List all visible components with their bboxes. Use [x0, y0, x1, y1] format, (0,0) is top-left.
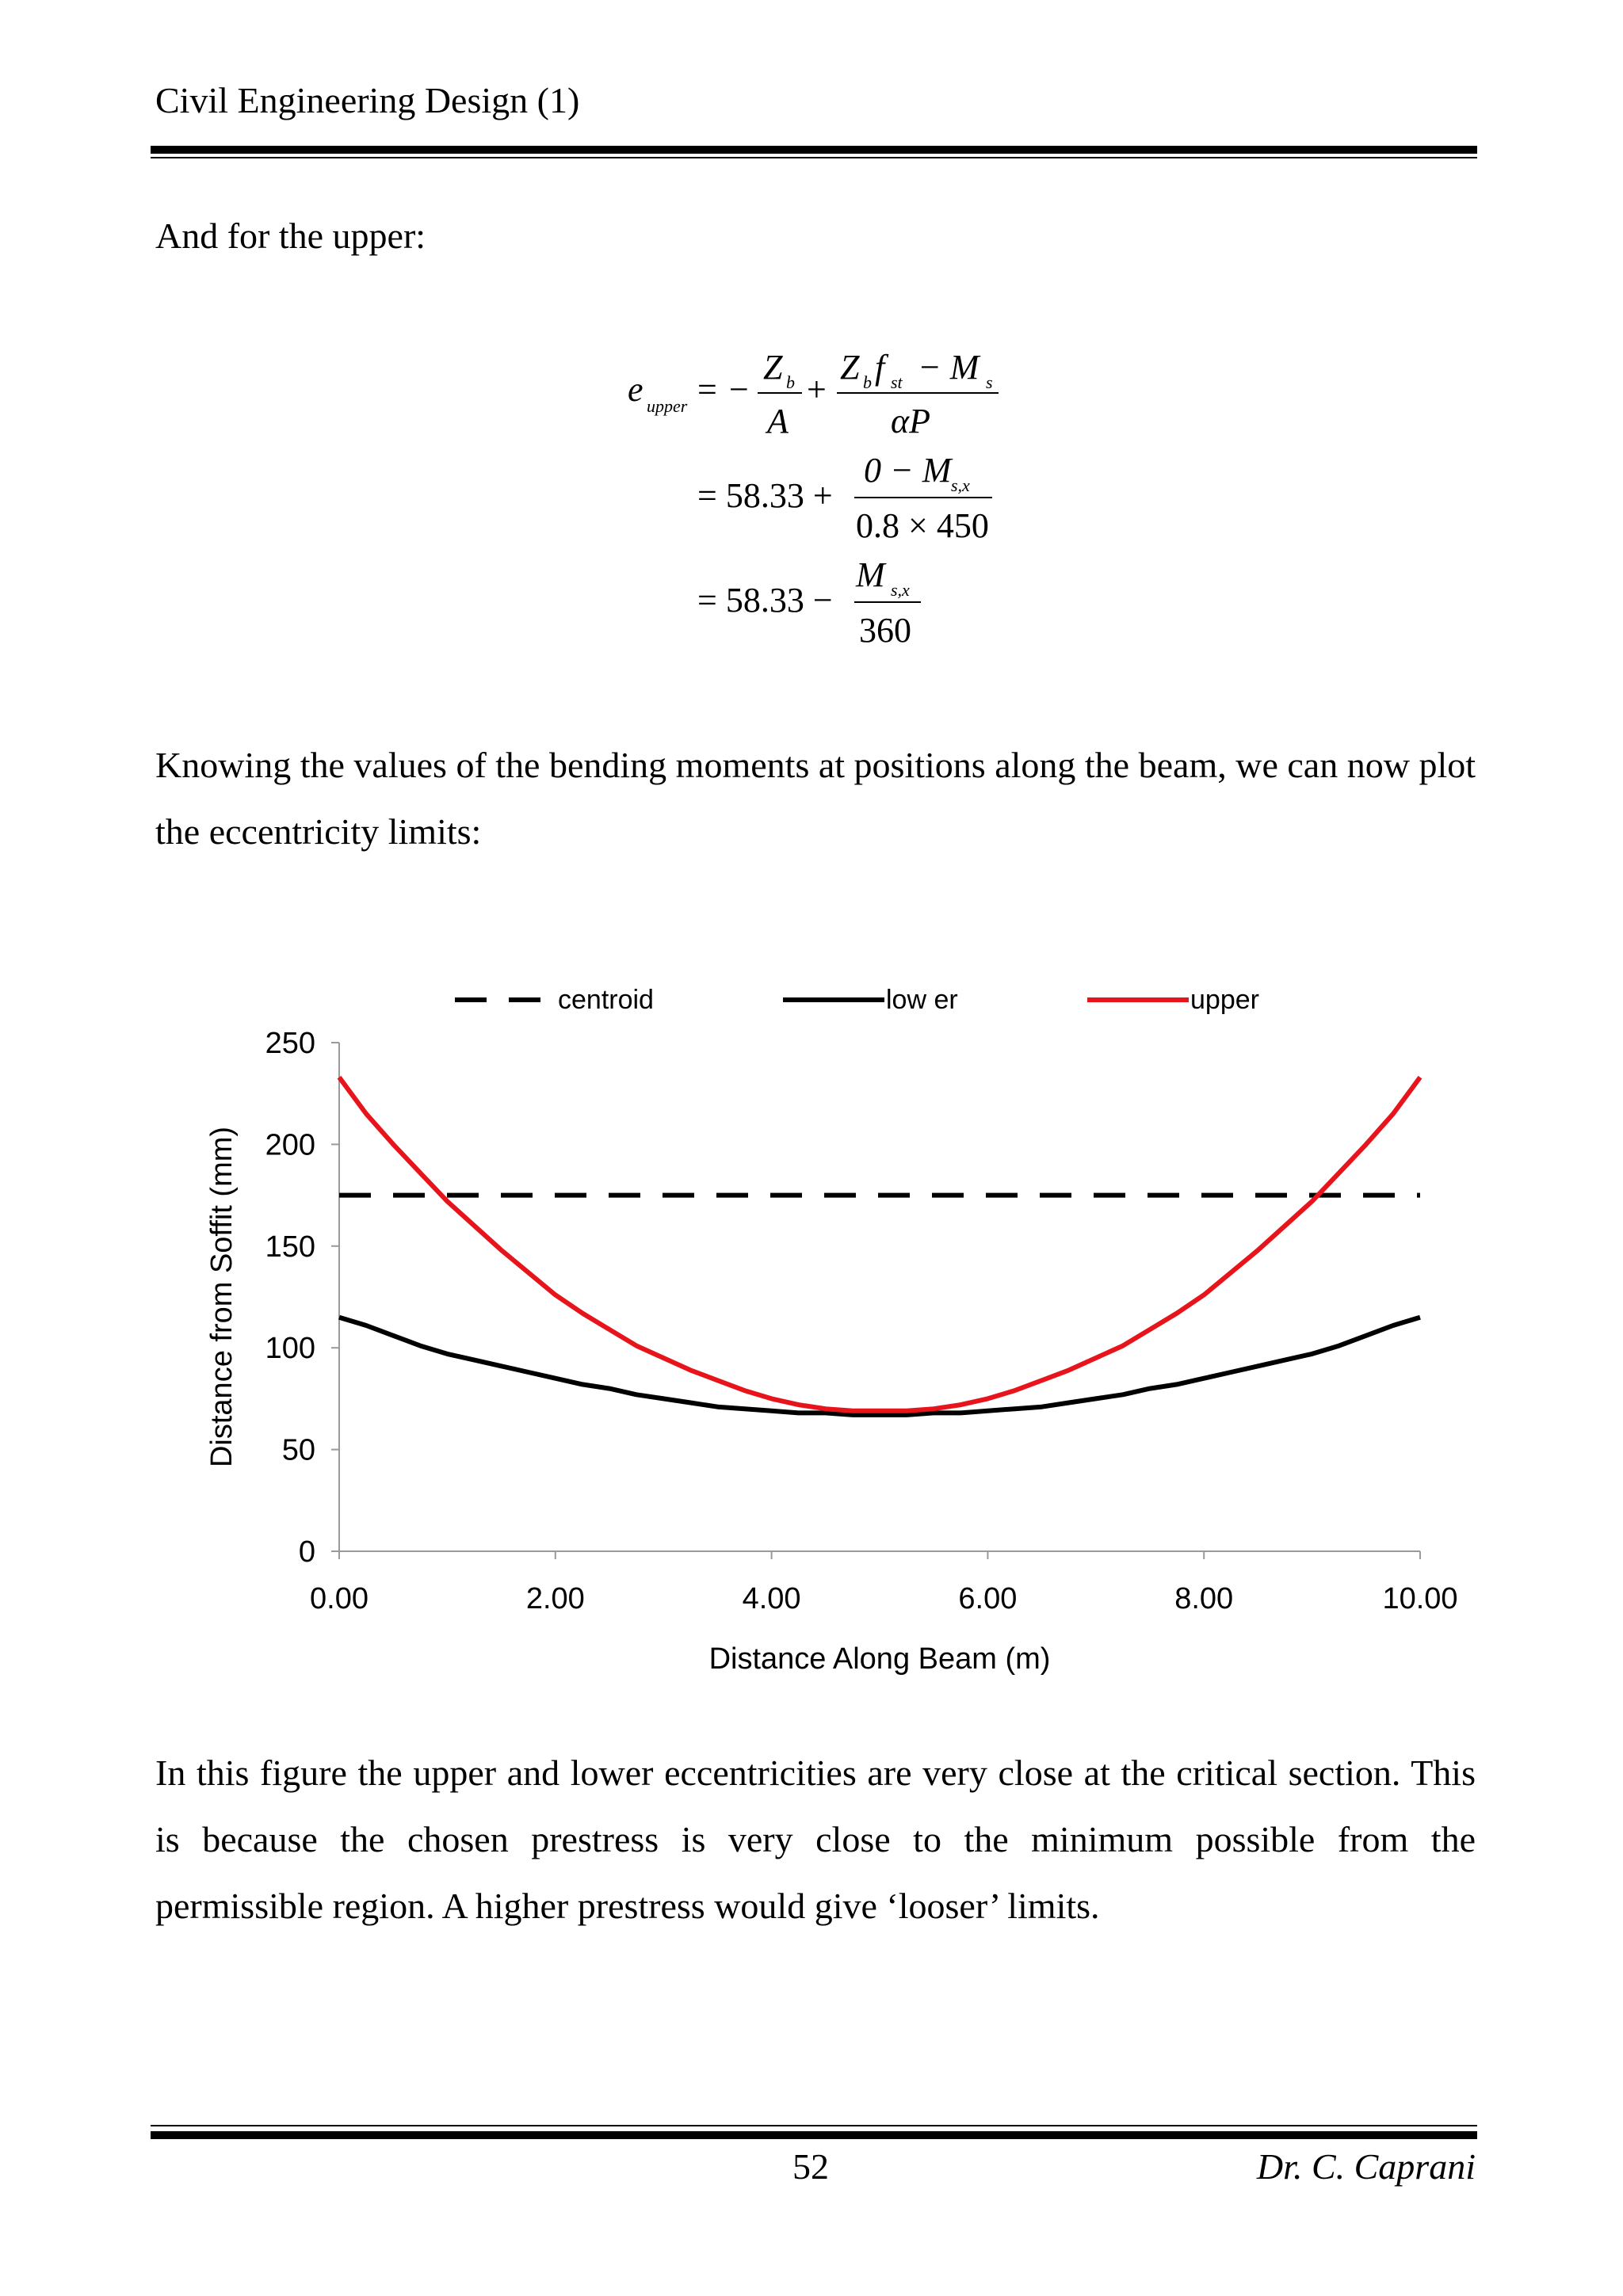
x-tick-label: 0.00	[310, 1582, 369, 1615]
y-tick-label: 0	[298, 1535, 315, 1569]
eq-line3-num-sub: s,x	[891, 580, 910, 600]
eq-frac1-num: Z	[763, 348, 783, 387]
y-axis-label: Distance from Soffit (mm)	[205, 1126, 239, 1468]
eq-lhs-subscript: upper	[647, 396, 688, 416]
x-tick-label: 4.00	[742, 1582, 801, 1615]
y-tick-label: 100	[265, 1332, 315, 1366]
y-tick-label: 250	[265, 1027, 315, 1060]
eq-frac2-den: αP	[891, 402, 930, 441]
series-line-upper	[339, 1077, 1420, 1411]
y-tick-label: 150	[265, 1230, 315, 1264]
chart-legend	[455, 985, 1259, 1015]
eq-frac2-num-c-sub: s	[986, 372, 993, 392]
x-tick-label: 6.00	[958, 1582, 1018, 1615]
footer-rule-thin	[151, 2125, 1477, 2126]
eq-frac1-den: A	[767, 402, 789, 441]
eq-line1-plus: +	[807, 370, 827, 409]
eq-frac1-num-sub: b	[786, 372, 795, 392]
eq-line2-prefix: = 58.33 +	[697, 476, 833, 515]
eq-line3-prefix: = 58.33 −	[697, 581, 833, 620]
eq-frac2-num-b: f	[875, 348, 885, 387]
x-axis-label: Distance Along Beam (m)	[708, 1642, 1051, 1676]
eq-line2-den: 0.8 × 450	[856, 506, 989, 545]
eq-line1-minus: −	[729, 370, 749, 409]
eq-line2-num: 0 − M	[864, 451, 952, 490]
page-number: 52	[792, 2146, 829, 2187]
eq-frac2-num-a-sub: b	[863, 372, 872, 392]
eq-line3-den: 360	[859, 611, 911, 650]
x-tick-label: 8.00	[1174, 1582, 1234, 1615]
y-tick-label: 200	[265, 1128, 315, 1162]
footer-rule-thick	[151, 2131, 1477, 2139]
paragraph-knowing: Knowing the values of the bending moments at positions along the beam, we can now plot the eccentricity limits:	[155, 745, 1476, 852]
eq-line3-num: M	[856, 555, 885, 594]
eq-frac2-num-b-sub: st	[891, 372, 903, 392]
x-tick-label: 10.00	[1382, 1582, 1458, 1615]
eq-line1-equals: =	[697, 370, 717, 409]
eq-frac2-num-a: Z	[840, 348, 860, 387]
y-tick-label: 50	[281, 1433, 315, 1467]
eq-line2-num-sub: s,x	[951, 475, 970, 495]
legend-upper-label: upper	[1190, 985, 1259, 1015]
x-tick-label: 2.00	[525, 1582, 585, 1615]
legend-lower-label: low er	[886, 985, 958, 1015]
intro-text: And for the upper:	[155, 215, 426, 256]
running-header-title: Civil Engineering Design (1)	[155, 80, 580, 120]
paragraph-conclusion: In this figure the upper and lower eccentricities are very close at the critical section. This is because the chosen prestress is very close to the minimum possible from the permissible region. A higher prestress would give ‘looser’ limits.	[155, 1753, 1476, 1926]
eq-frac2-num-c: − M	[918, 348, 980, 387]
legend-centroid-label: centroid	[558, 985, 654, 1015]
author-name: Dr. C. Caprani	[1256, 2146, 1476, 2187]
series-line-lower	[339, 1318, 1420, 1415]
eq-lhs-symbol: e	[628, 370, 643, 409]
